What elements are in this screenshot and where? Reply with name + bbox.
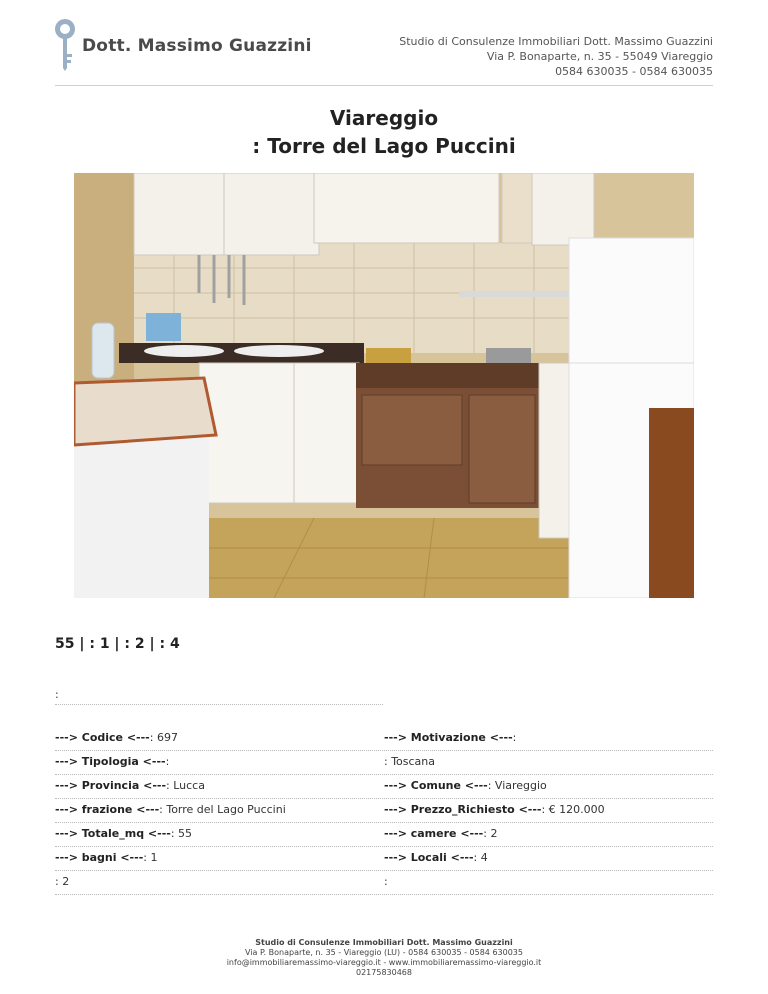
detail-cell [55, 823, 384, 846]
detail-value: : 2 [483, 827, 498, 840]
detail-value: : 697 [149, 731, 178, 744]
title-locality: : Torre del Lago Puccini [252, 134, 516, 158]
property-photo [74, 173, 694, 598]
detail-row [55, 727, 713, 751]
agency-phones: 0584 630035 - 0584 630035 [555, 65, 713, 78]
listing-summary: 55 | : 1 | : 2 | : 4 [55, 636, 180, 652]
detail-row [55, 823, 713, 847]
footer-vat: 02175830468 [356, 968, 412, 977]
detail-value: : [165, 755, 170, 768]
detail-label: ---> bagni <--- [55, 851, 144, 864]
detail-value: : € 120.000 [541, 803, 605, 816]
footer-web: info@immobiliaremassimo-viareggio.it - www.immobiliaremassimo-viareggio.it [226, 958, 542, 967]
page-footer [0, 938, 768, 978]
detail-cell [55, 775, 384, 798]
logo-text: Dott. Massimo Guazzini [82, 36, 312, 56]
detail-value: : Toscana [384, 755, 436, 768]
detail-row [55, 751, 713, 775]
detail-label: ---> Tipologia <--- [55, 755, 166, 768]
detail-cell [384, 823, 713, 846]
detail-row [55, 775, 713, 799]
detail-cell [55, 727, 384, 750]
agency-logo [52, 18, 312, 74]
detail-label: ---> Comune <--- [384, 779, 488, 792]
detail-label: ---> frazione <--- [55, 803, 160, 816]
detail-label: ---> Locali <--- [384, 851, 474, 864]
detail-cell [55, 799, 384, 822]
detail-label: ---> Motivazione <--- [384, 731, 513, 744]
detail-value: : 55 [170, 827, 193, 840]
detail-cell [55, 847, 384, 870]
agency-name: Studio di Consulenze Immobiliari Dott. Massimo Guazzini [399, 35, 713, 48]
detail-label: ---> Provincia <--- [55, 779, 167, 792]
listing-description: : [55, 688, 59, 701]
footer-address: Via P. Bonaparte, n. 35 - Viareggio (LU) - 0584 630035 - 0584 630035 [245, 948, 523, 957]
detail-value: : Torre del Lago Puccini [159, 803, 286, 816]
detail-row [55, 871, 713, 895]
detail-value: : [512, 731, 517, 744]
detail-label: ---> Prezzo_Richiesto <--- [384, 803, 542, 816]
title-city: Viareggio [329, 106, 439, 130]
details-table [55, 727, 713, 895]
footer-agency-name: Studio di Consulenze Immobiliari Dott. Massimo Guazzini [255, 938, 513, 947]
agency-address: Via P. Bonaparte, n. 35 - 55049 Viareggio [486, 50, 713, 63]
detail-value: : Lucca [166, 779, 205, 792]
detail-value: : [384, 875, 388, 888]
detail-value: : Viareggio [487, 779, 547, 792]
detail-cell [384, 799, 713, 822]
key-logo-icon [52, 18, 78, 72]
detail-label: ---> camere <--- [384, 827, 484, 840]
detail-label: ---> Codice <--- [55, 731, 150, 744]
detail-cell [55, 871, 384, 894]
listing-title [0, 104, 768, 160]
detail-cell [384, 775, 713, 798]
detail-label: ---> Totale_mq <--- [55, 827, 171, 840]
kitchen-photo-illustration [74, 173, 694, 598]
detail-cell [384, 727, 713, 750]
header-divider [55, 85, 713, 86]
agency-contact [399, 34, 713, 79]
detail-cell [55, 751, 384, 774]
detail-cell [384, 751, 713, 774]
detail-value: : 2 [55, 875, 70, 888]
detail-cell [384, 871, 713, 894]
detail-row [55, 847, 713, 871]
detail-value: : 4 [473, 851, 488, 864]
detail-value: : 1 [143, 851, 158, 864]
description-divider [55, 704, 383, 705]
detail-row [55, 799, 713, 823]
detail-cell [384, 847, 713, 870]
